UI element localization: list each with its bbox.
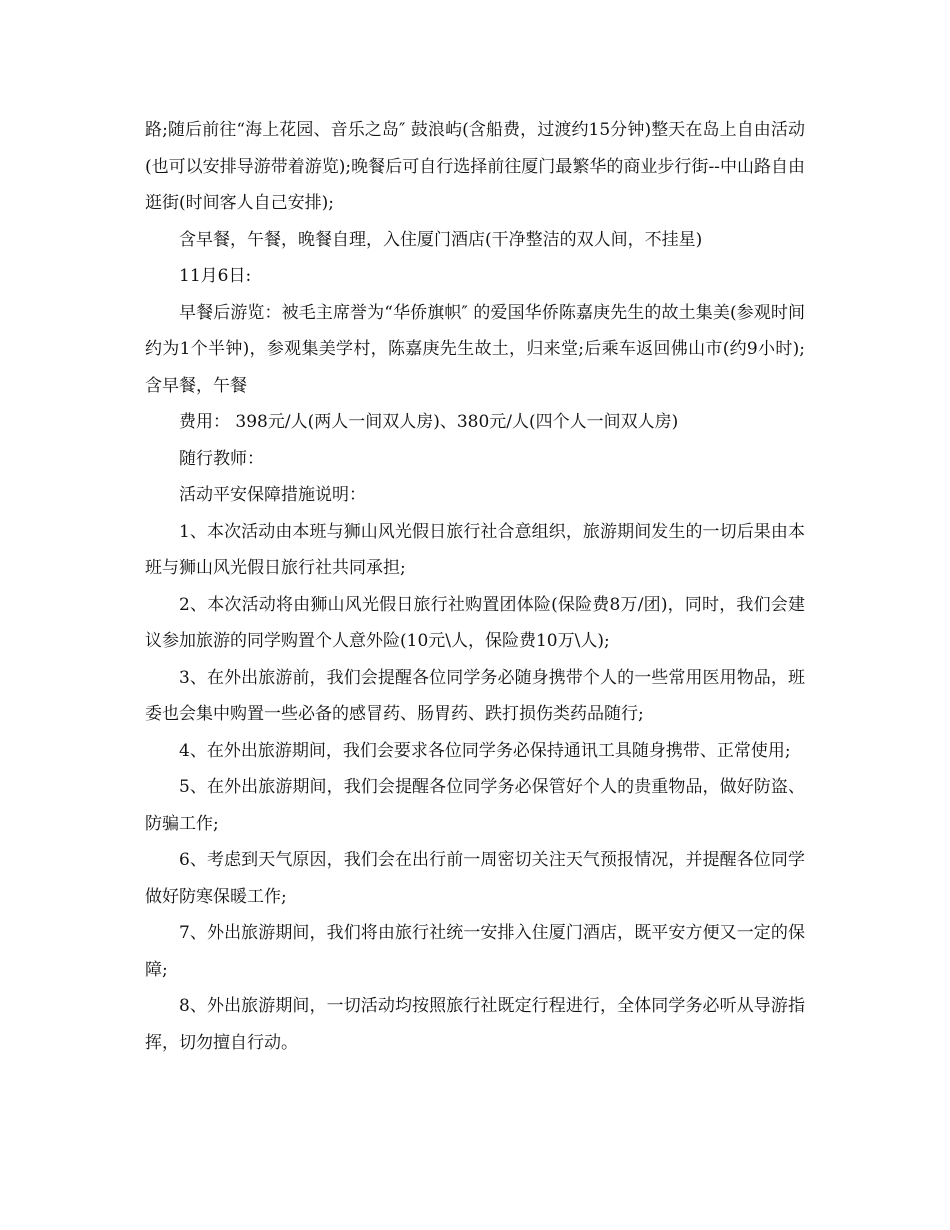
accompanying-teacher-line: 随行教师：: [179, 448, 264, 469]
safety-item-3: 3、在外出旅游前，我们会提醒各位同学务必随身携带个人的一些常用医用物品，班委也会集中购置一些必备的感冒药、肠胃药、跌打损伤类药品随行;: [145, 667, 805, 724]
safety-item-8: 8、外出旅游期间，一切活动均按照旅行社既定行程进行，全体同学务必听从导游指挥，切勿擅自行动。: [145, 996, 805, 1053]
date-heading-nov-6: 11月6日:: [179, 266, 252, 286]
safety-item-6: 6、考虑到天气原因，我们会在出行前一周密切关注天气预报情况，并提醒各位同学做好防寒保暖工作;: [145, 850, 805, 907]
safety-item-4: 4、在外出旅游期间，我们会要求各位同学务必保持通讯工具随身携带、正常使用;: [179, 740, 791, 761]
meal-lodging-note: 含早餐，午餐，晚餐自理，入住厦门酒店(干净整洁的双人间，不挂星): [179, 229, 703, 250]
document-body: [145, 112, 805, 1061]
safety-item-1: 1、本次活动由本班与狮山风光假日旅行社合意组织，旅游期间发生的一切后果由本班与狮山风光假日旅行社共同承担;: [145, 521, 805, 578]
safety-item-2: 2、本次活动将由狮山风光假日旅行社购置团体险(保险费8万/团)，同时，我们会建议参加旅游的同学购置个人意外险(10元\人，保险费10万\人);: [145, 594, 805, 651]
itinerary-nov-6: 早餐后游览：被毛主席誉为“华侨旗帜″ 的爱国华侨陈嘉庚先生的故土集美(参观时间约为1个半钟)，参观集美学村，陈嘉庚先生故土，归来堂;后乘车返回佛山市(约9小时);含早餐，午餐: [145, 302, 805, 396]
safety-item-7: 7、外出旅游期间，我们将由旅行社统一安排入住厦门酒店，既平安方便又一定的保障;: [145, 923, 805, 980]
safety-item-5: 5、在外出旅游期间，我们会提醒各位同学务必保管好个人的贵重物品，做好防盗、防骗工作;: [145, 777, 805, 834]
cost-line: 费用： 398元/人(两人一间双人房)、380元/人(四个人一间双人房): [179, 412, 679, 432]
itinerary-day5-continued: 路;随后前往“海上花园、音乐之岛″ 鼓浪屿(含船费，过渡约15分钟)整天在岛上自由活动(也可以安排导游带着游览);晚餐后可自行选择前往厦门最繁华的商业步行街--中山路自由逛街(时间客人自己安排);: [145, 120, 805, 213]
safety-measures-heading: 活动平安保障措施说明：: [179, 485, 366, 505]
